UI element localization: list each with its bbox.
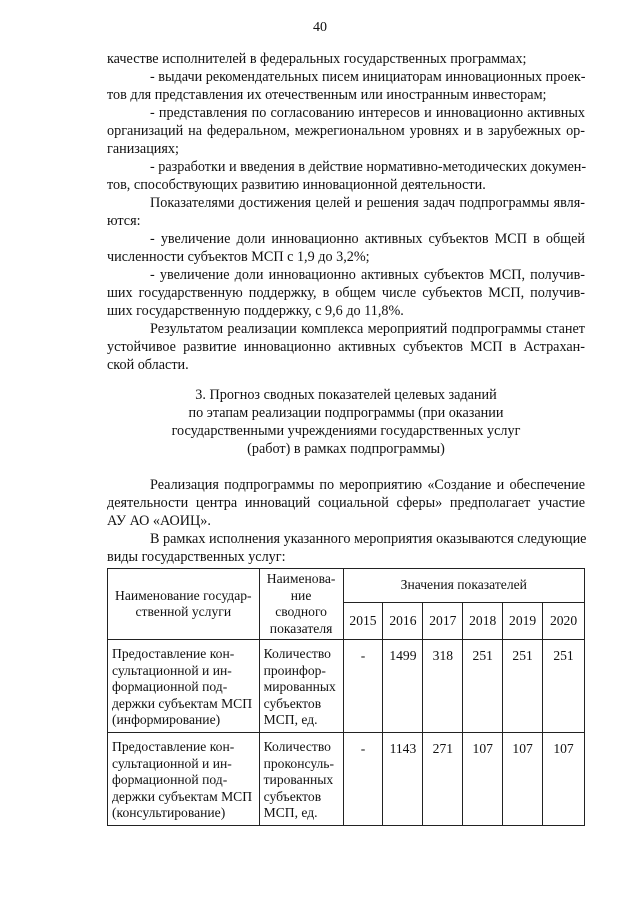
text-line: - выдачи рекомендательных писем инициаторам инновационных проек- bbox=[150, 69, 586, 85]
section-heading-line: государственными учреждениями государственных услуг bbox=[171, 423, 521, 439]
text-line: - разработки и введения в действие нормативно-методических докумен- bbox=[150, 159, 587, 175]
year-header: 2015 bbox=[343, 603, 383, 640]
value-cell: 107 bbox=[463, 733, 503, 826]
value-cell: 251 bbox=[503, 640, 543, 733]
page-number: 40 bbox=[313, 20, 327, 35]
text-line: - увеличение доли инновационно активных субъектов МСП в общей bbox=[150, 231, 585, 247]
section-heading-line: по этапам реализации подпрограммы (при оказании bbox=[188, 405, 504, 421]
text-line: ской области. bbox=[107, 357, 189, 373]
text-line: В рамках исполнения указанного мероприятия оказываются следующие bbox=[150, 531, 587, 547]
service-name: Предоставление кон-сультационной и ин-формационной под-держки субъектам МСП (информирование) bbox=[108, 640, 260, 733]
text-line: качестве исполнителей в федеральных государственных программах; bbox=[107, 51, 527, 67]
text-line: организаций на федеральном, межрегиональном уровнях и в зарубежных ор- bbox=[107, 123, 585, 139]
text-line: Реализация подпрограммы по мероприятию «Создание и обеспечение bbox=[150, 477, 585, 493]
text-line: Показателями достижения целей и решения задач подпрограммы явля- bbox=[150, 195, 585, 211]
table-row bbox=[108, 640, 585, 733]
year-header: 2018 bbox=[463, 603, 503, 640]
service-name: Предоставление кон-сультационной и ин-формационной под-держки субъектам МСП (консультирование) bbox=[108, 733, 260, 826]
indicator-name: Количество проконсуль-тированных субъектов МСП, ед. bbox=[259, 733, 343, 826]
header-indicator: Наименова-ние сводного показателя bbox=[259, 569, 343, 640]
services-table bbox=[107, 568, 585, 826]
text-line: деятельности центра инноваций социальной сферы» предполагает участие bbox=[107, 495, 585, 511]
section-heading-line: 3. Прогноз сводных показателей целевых заданий bbox=[195, 387, 497, 403]
year-header: 2020 bbox=[543, 603, 585, 640]
text-line: численности субъектов МСП с 1,9 до 3,2%; bbox=[107, 249, 370, 265]
section-heading-line: (работ) в рамках подпрограммы) bbox=[247, 441, 445, 457]
text-line: ганизациях; bbox=[107, 141, 179, 157]
text-line: ются: bbox=[107, 213, 141, 229]
text-line: ших государственную поддержку, с 9,6 до 11,8%. bbox=[107, 303, 404, 319]
text-line: АУ АО «АОИЦ». bbox=[107, 513, 211, 529]
value-cell: 1143 bbox=[383, 733, 423, 826]
value-cell: 318 bbox=[423, 640, 463, 733]
text-line: ших государственную поддержку, в общем числе субъектов МСП, получив- bbox=[107, 285, 585, 301]
text-line: тов для представления их отечественным или иностранным инвесторам; bbox=[107, 87, 547, 103]
text-line: виды государственных услуг: bbox=[107, 549, 286, 565]
year-header: 2016 bbox=[383, 603, 423, 640]
value-cell: 271 bbox=[423, 733, 463, 826]
table-row bbox=[108, 733, 585, 826]
value-cell: - bbox=[343, 733, 383, 826]
header-service: Наименование государ-ственной услуги bbox=[108, 569, 260, 640]
year-header: 2019 bbox=[503, 603, 543, 640]
text-line: - представления по согласованию интересов и инновационно активных bbox=[150, 105, 585, 121]
value-cell: 107 bbox=[503, 733, 543, 826]
value-cell: 251 bbox=[463, 640, 503, 733]
indicator-name: Количество проинфор-мированных субъектов МСП, ед. bbox=[259, 640, 343, 733]
text-line: устойчивое развитие инновационно активных субъектов МСП в Астрахан- bbox=[107, 339, 585, 355]
header-values: Значения показателей bbox=[343, 569, 584, 603]
value-cell: 107 bbox=[543, 733, 585, 826]
value-cell: 251 bbox=[543, 640, 585, 733]
text-line: - увеличение доли инновационно активных субъектов МСП, получив- bbox=[150, 267, 585, 283]
text-line: Результатом реализации комплекса мероприятий подпрограммы станет bbox=[150, 321, 585, 337]
year-header: 2017 bbox=[423, 603, 463, 640]
value-cell: - bbox=[343, 640, 383, 733]
value-cell: 1499 bbox=[383, 640, 423, 733]
text-line: тов, способствующих развитию инновационной деятельности. bbox=[107, 177, 486, 193]
